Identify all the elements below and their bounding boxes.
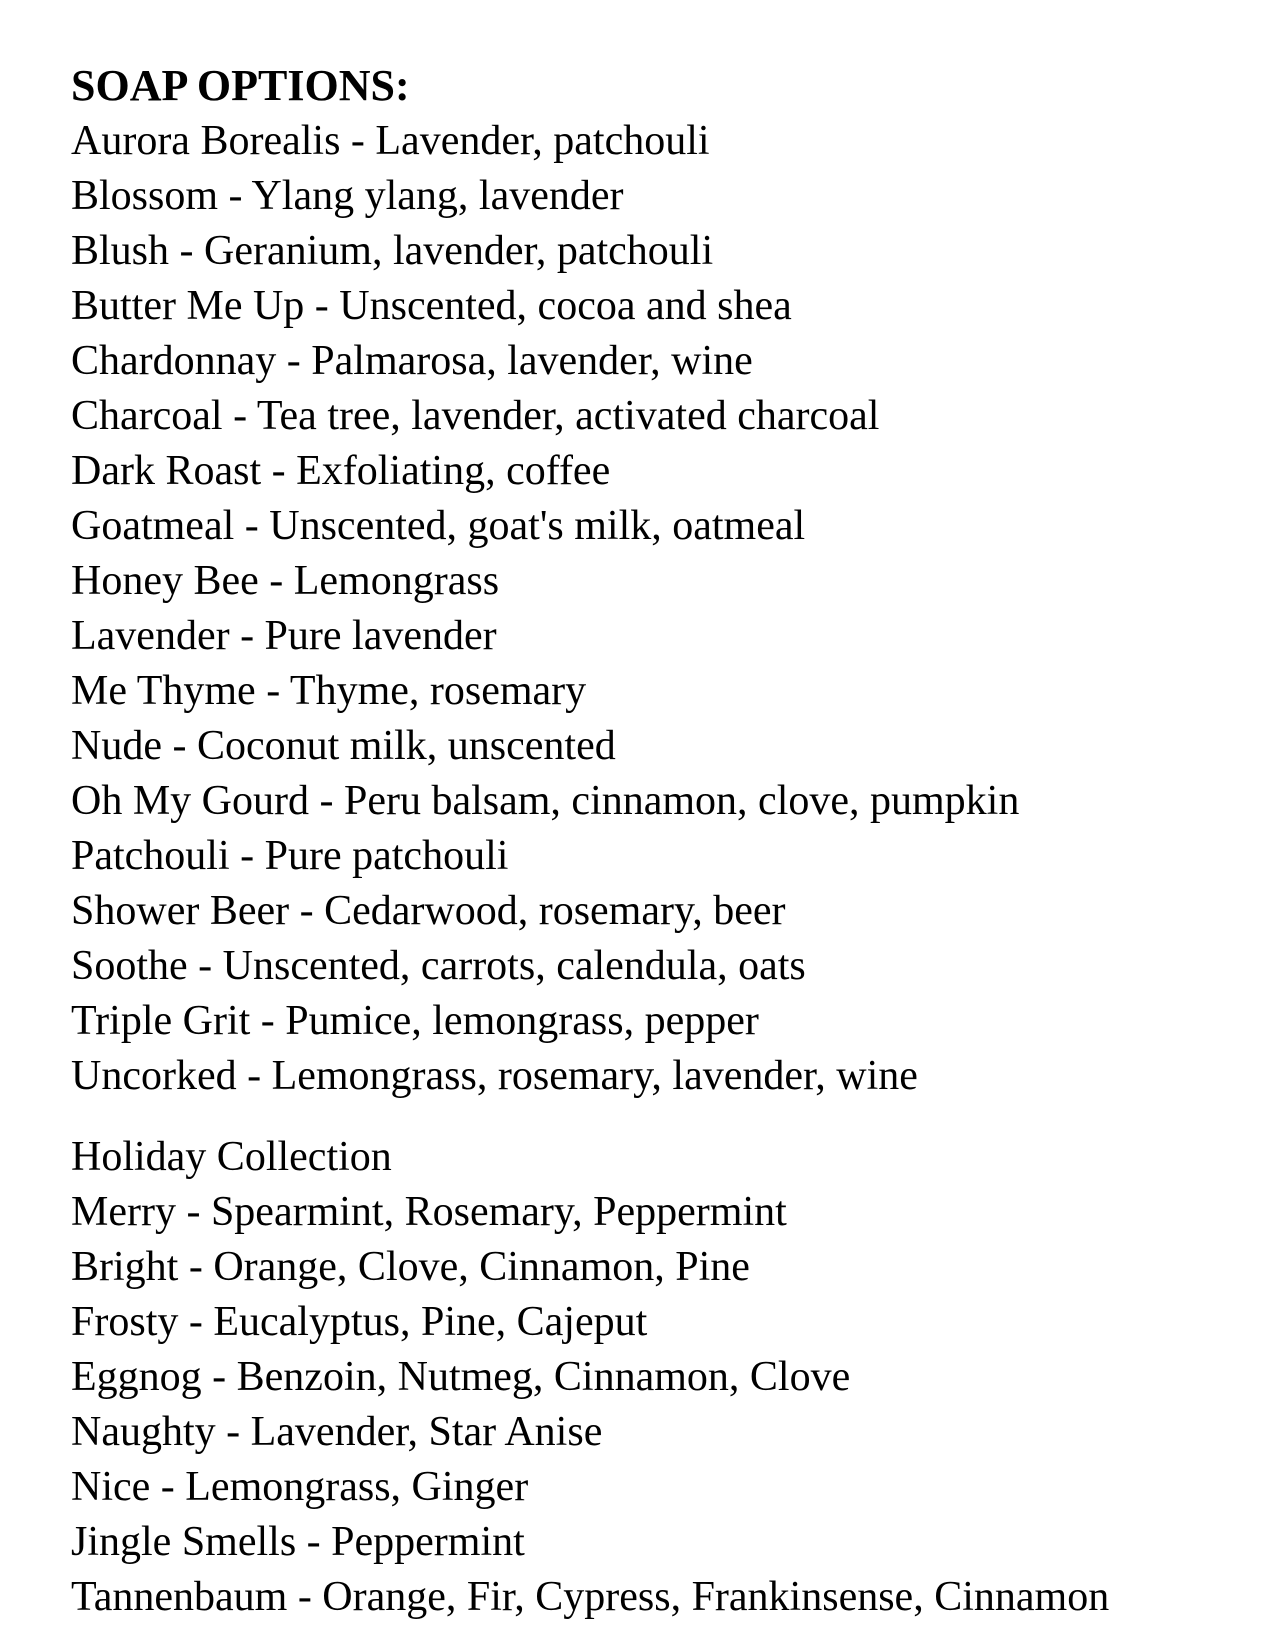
holiday-collection-list: [71, 1185, 1251, 1625]
soap-option-item: Oh My Gourd - Peru balsam, cinnamon, clove, pumpkin: [71, 778, 1020, 824]
holiday-collection-heading: Holiday Collection: [71, 1134, 392, 1180]
holiday-soap-item: Tannenbaum - Orange, Fir, Cypress, Frankinsense, Cinnamon: [71, 1574, 1110, 1620]
soap-options-document: [71, 58, 1251, 1625]
holiday-soap-item: Eggnog - Benzoin, Nutmeg, Cinnamon, Clove: [71, 1354, 851, 1400]
soap-option-item: Honey Bee - Lemongrass: [71, 558, 500, 604]
holiday-soap-item: Nice - Lemongrass, Ginger: [71, 1464, 529, 1510]
soap-option-item: Patchouli - Pure patchouli: [71, 833, 509, 879]
soap-option-item: Triple Grit - Pumice, lemongrass, pepper: [71, 998, 759, 1044]
soap-option-item: Blush - Geranium, lavender, patchouli: [71, 228, 714, 274]
soap-option-item: Me Thyme - Thyme, rosemary: [71, 668, 587, 714]
holiday-soap-item: Frosty - Eucalyptus, Pine, Cajeput: [71, 1299, 648, 1345]
holiday-soap-item: Merry - Spearmint, Rosemary, Peppermint: [71, 1189, 787, 1235]
soap-option-item: Soothe - Unscented, carrots, calendula, oats: [71, 943, 806, 989]
soap-option-item: Shower Beer - Cedarwood, rosemary, beer: [71, 888, 786, 934]
soap-option-item: Chardonnay - Palmarosa, lavender, wine: [71, 338, 753, 384]
soap-option-item: Dark Roast - Exfoliating, coffee: [71, 448, 611, 494]
holiday-soap-item: Jingle Smells - Peppermint: [71, 1519, 525, 1565]
holiday-soap-item: Naughty - Lavender, Star Anise: [71, 1409, 603, 1455]
holiday-soap-item: Bright - Orange, Clove, Cinnamon, Pine: [71, 1244, 750, 1290]
soap-option-item: Goatmeal - Unscented, goat's milk, oatmeal: [71, 503, 806, 549]
soap-option-item: Uncorked - Lemongrass, rosemary, lavender, wine: [71, 1053, 918, 1099]
soap-option-item: Lavender - Pure lavender: [71, 613, 497, 659]
soap-option-item: Aurora Borealis - Lavender, patchouli: [71, 118, 710, 164]
soap-option-item: Charcoal - Tea tree, lavender, activated charcoal: [71, 393, 880, 439]
soap-options-list: [71, 114, 1251, 1104]
soap-option-item: Blossom - Ylang ylang, lavender: [71, 173, 624, 219]
holiday-collection-section: [71, 1130, 1251, 1625]
document-title: SOAP OPTIONS:: [71, 61, 410, 110]
soap-option-item: Butter Me Up - Unscented, cocoa and shea: [71, 283, 792, 329]
soap-option-item: Nude - Coconut milk, unscented: [71, 723, 616, 769]
